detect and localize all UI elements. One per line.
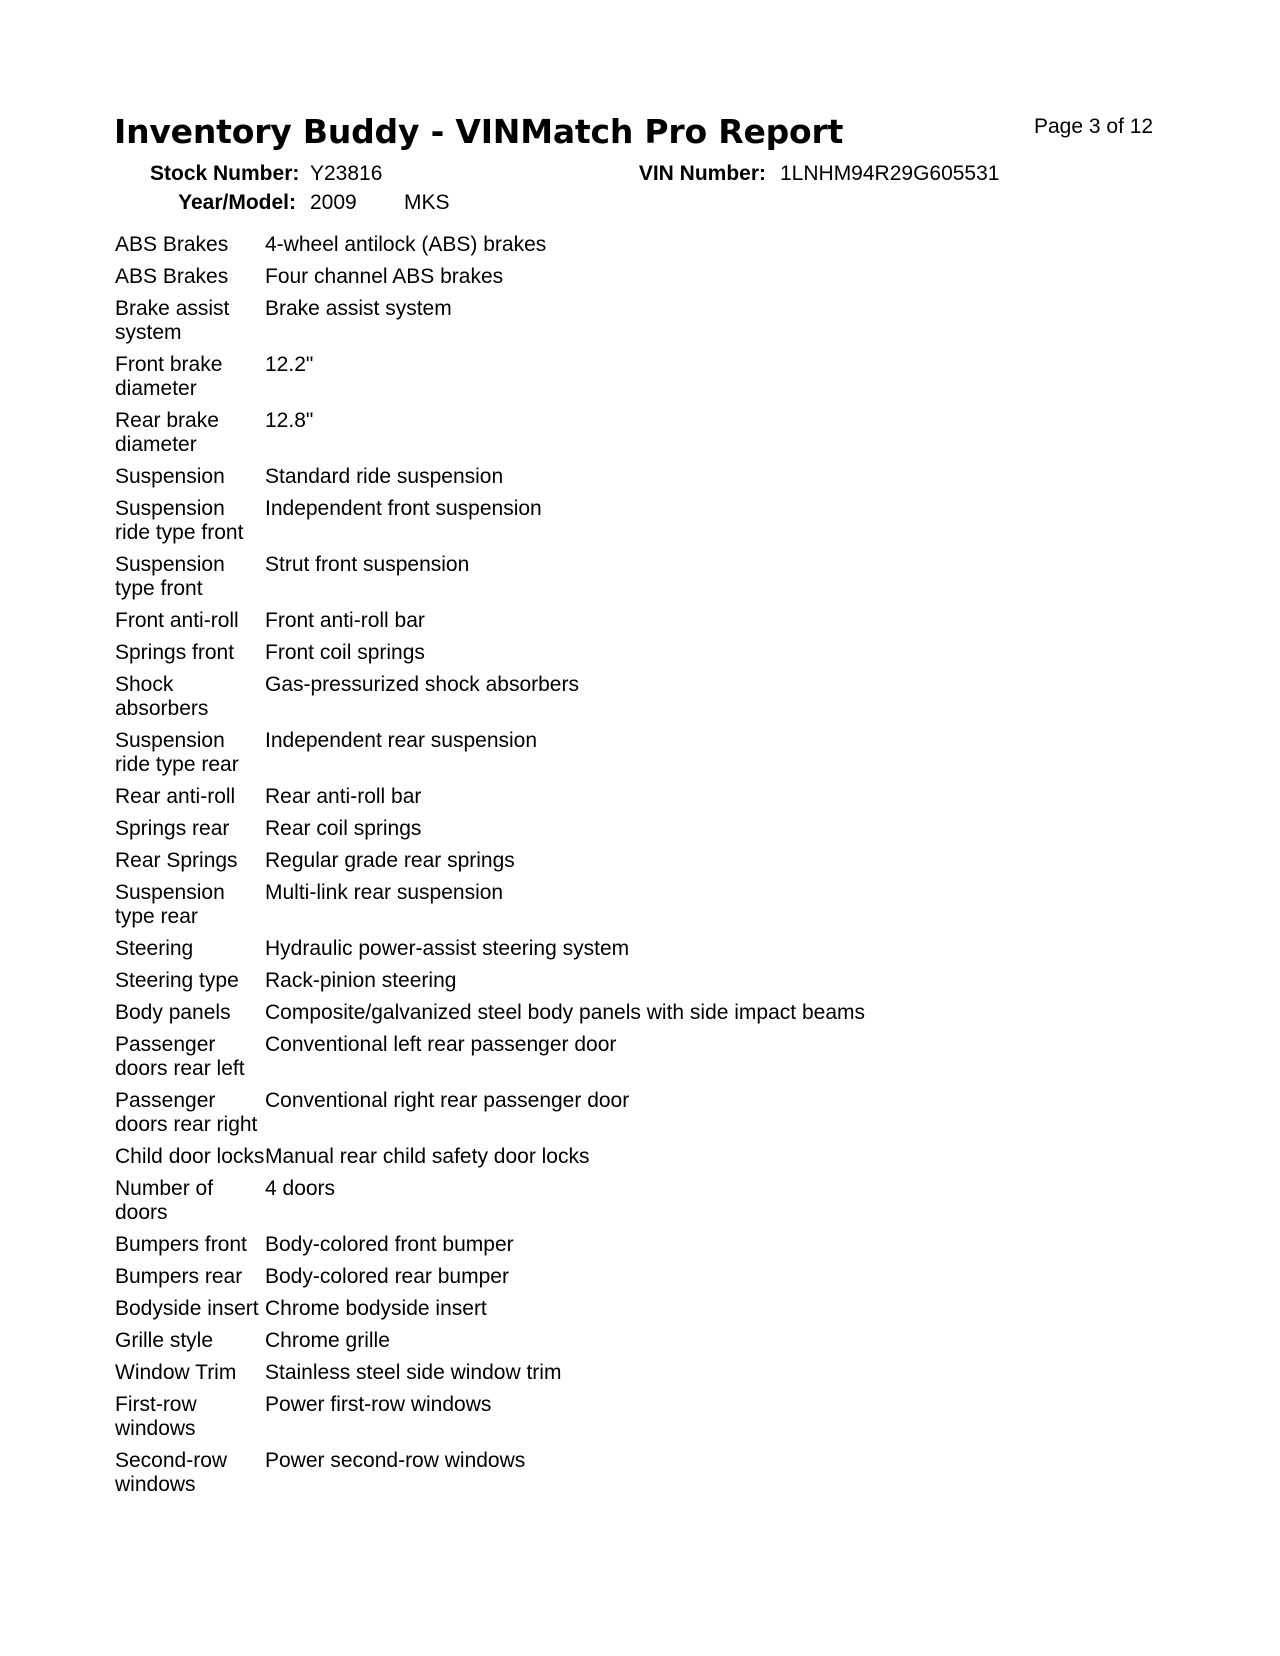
spec-row bbox=[115, 461, 1175, 493]
spec-value: Front coil springs bbox=[265, 641, 425, 664]
spec-label: Springs rear bbox=[115, 817, 230, 840]
spec-value: Body-colored rear bumper bbox=[265, 1265, 509, 1288]
spec-row bbox=[115, 725, 1175, 781]
spec-label: Child door locks bbox=[115, 1145, 265, 1168]
spec-row bbox=[115, 493, 1175, 549]
spec-label: Steering type bbox=[115, 969, 239, 992]
spec-value: Independent rear suspension bbox=[265, 729, 538, 752]
spec-label: Suspension ride type rear bbox=[115, 729, 239, 776]
spec-row bbox=[115, 229, 1175, 261]
spec-label: Brake assist system bbox=[115, 297, 230, 344]
spec-label: Rear anti-roll bbox=[115, 785, 236, 808]
report-title: Inventory Buddy - VINMatch Pro Report bbox=[114, 112, 844, 151]
spec-value: Body-colored front bumper bbox=[265, 1233, 514, 1256]
spec-label: Bumpers rear bbox=[115, 1265, 243, 1288]
spec-value: Front anti-roll bar bbox=[265, 609, 425, 632]
spec-label: Suspension ride type front bbox=[115, 497, 244, 544]
spec-row bbox=[115, 669, 1175, 725]
spec-label: Passenger doors rear right bbox=[115, 1089, 258, 1136]
spec-row bbox=[115, 1141, 1175, 1173]
spec-row bbox=[115, 405, 1175, 461]
spec-label: ABS Brakes bbox=[115, 233, 229, 256]
spec-value: 12.8" bbox=[265, 409, 314, 432]
spec-row bbox=[115, 1357, 1175, 1389]
spec-label: Body panels bbox=[115, 1001, 231, 1024]
spec-row bbox=[115, 1229, 1175, 1261]
spec-value: Chrome grille bbox=[265, 1329, 390, 1352]
spec-value: Manual rear child safety door locks bbox=[265, 1145, 590, 1168]
spec-label: ABS Brakes bbox=[115, 265, 229, 288]
spec-label: Front brake diameter bbox=[115, 353, 223, 400]
spec-row bbox=[115, 781, 1175, 813]
spec-row bbox=[115, 877, 1175, 933]
spec-label: Bumpers front bbox=[115, 1233, 247, 1256]
spec-value: Independent front suspension bbox=[265, 497, 542, 520]
spec-label: Rear Springs bbox=[115, 849, 238, 872]
spec-row bbox=[115, 349, 1175, 405]
spec-value: Four channel ABS brakes bbox=[265, 265, 504, 288]
year-model-label: Year/Model: bbox=[178, 191, 296, 214]
spec-value: Power second-row windows bbox=[265, 1449, 526, 1472]
spec-row bbox=[115, 549, 1175, 605]
spec-label: Springs front bbox=[115, 641, 235, 664]
spec-label: Window Trim bbox=[115, 1361, 237, 1384]
spec-row bbox=[115, 845, 1175, 877]
spec-value: Conventional left rear passenger door bbox=[265, 1033, 617, 1056]
stock-number-label: Stock Number: bbox=[150, 162, 300, 185]
vin-label: VIN Number: bbox=[638, 162, 766, 185]
spec-label: Front anti-roll bbox=[115, 609, 239, 632]
spec-value: Hydraulic power-assist steering system bbox=[265, 937, 630, 960]
spec-row bbox=[115, 293, 1175, 349]
spec-label: Bodyside insert bbox=[115, 1297, 259, 1320]
spec-row bbox=[115, 1261, 1175, 1293]
spec-list bbox=[115, 229, 1175, 1501]
spec-row bbox=[115, 1293, 1175, 1325]
spec-label: Shock absorbers bbox=[115, 673, 209, 720]
spec-value: Power first-row windows bbox=[265, 1393, 492, 1416]
stock-number-value: Y23816 bbox=[310, 162, 383, 185]
year-value: 2009 bbox=[310, 191, 357, 214]
spec-row bbox=[115, 965, 1175, 997]
spec-label: Rear brake diameter bbox=[115, 409, 219, 456]
spec-row bbox=[115, 1325, 1175, 1357]
spec-row bbox=[115, 1085, 1175, 1141]
spec-label: Grille style bbox=[115, 1329, 214, 1352]
spec-row bbox=[115, 637, 1175, 669]
spec-value: Regular grade rear springs bbox=[265, 849, 515, 872]
spec-row bbox=[115, 1029, 1175, 1085]
spec-value: 4 doors bbox=[265, 1177, 336, 1200]
spec-row bbox=[115, 1389, 1175, 1445]
spec-value: 4-wheel antilock (ABS) brakes bbox=[265, 233, 547, 256]
spec-value: Rear anti-roll bar bbox=[265, 785, 422, 808]
spec-label: Passenger doors rear left bbox=[115, 1033, 245, 1080]
spec-value: Multi-link rear suspension bbox=[265, 881, 504, 904]
spec-label: First-row windows bbox=[115, 1393, 197, 1440]
spec-label: Number of doors bbox=[115, 1177, 214, 1224]
spec-value: Strut front suspension bbox=[265, 553, 470, 576]
spec-row bbox=[115, 1173, 1175, 1229]
spec-label: Suspension bbox=[115, 465, 225, 488]
spec-label: Suspension type front bbox=[115, 553, 225, 600]
spec-label: Second-row windows bbox=[115, 1449, 228, 1496]
vin-value: 1LNHM94R29G605531 bbox=[780, 162, 1000, 185]
spec-row bbox=[115, 605, 1175, 637]
model-value: MKS bbox=[404, 191, 450, 214]
spec-value: Gas-pressurized shock absorbers bbox=[265, 673, 579, 696]
spec-label: Steering bbox=[115, 937, 194, 960]
spec-row bbox=[115, 1445, 1175, 1501]
spec-row bbox=[115, 997, 1175, 1029]
spec-value: Stainless steel side window trim bbox=[265, 1361, 562, 1384]
spec-value: Composite/galvanized steel body panels with side impact beams bbox=[265, 1001, 865, 1024]
spec-row bbox=[115, 813, 1175, 845]
spec-value: Brake assist system bbox=[265, 297, 452, 320]
page-indicator: Page 3 of 12 bbox=[1034, 115, 1154, 138]
spec-value: 12.2" bbox=[265, 353, 314, 376]
spec-row bbox=[115, 261, 1175, 293]
spec-value: Rack-pinion steering bbox=[265, 969, 457, 992]
spec-value: Conventional right rear passenger door bbox=[265, 1089, 630, 1112]
spec-value: Chrome bodyside insert bbox=[265, 1297, 487, 1320]
spec-row bbox=[115, 933, 1175, 965]
spec-value: Rear coil springs bbox=[265, 817, 422, 840]
spec-label: Suspension type rear bbox=[115, 881, 225, 928]
spec-value: Standard ride suspension bbox=[265, 465, 504, 488]
